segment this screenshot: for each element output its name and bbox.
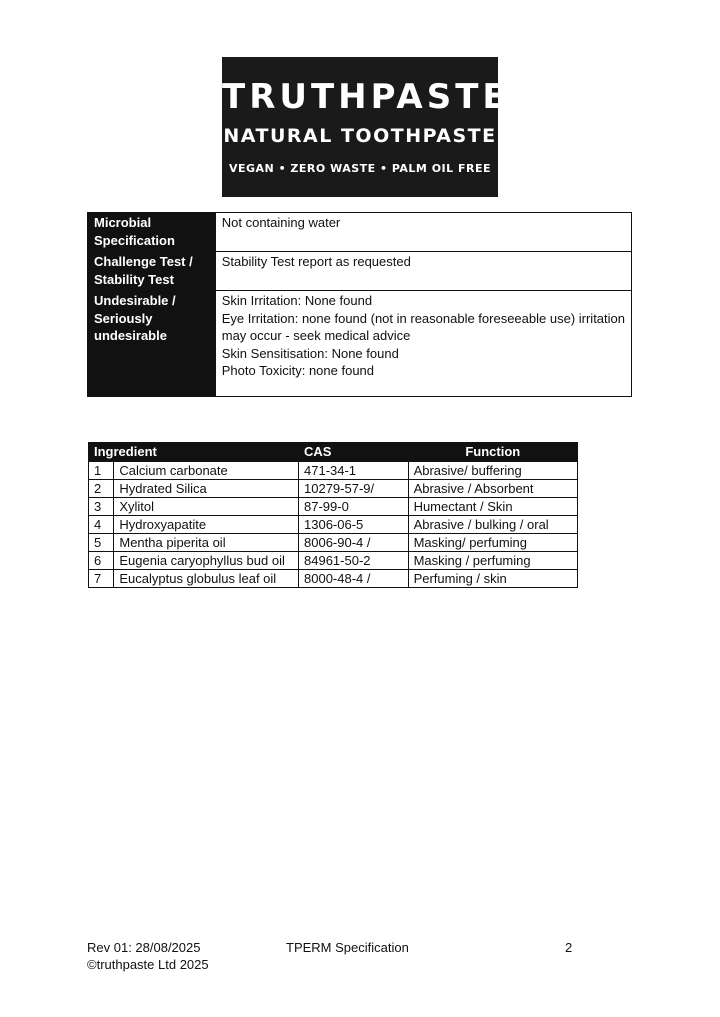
ingredient-cas: 10279-57-9/: [299, 480, 409, 498]
footer-page-number: 2: [565, 940, 573, 955]
ingredient-name: Calcium carbonate: [114, 462, 299, 480]
ingredient-name: Eucalyptus globulus leaf oil: [114, 570, 299, 588]
ingredient-number: 6: [89, 552, 114, 570]
ingredient-function: Humectant / Skin: [408, 498, 577, 516]
table-row: [89, 516, 578, 534]
ingredient-number: 4: [89, 516, 114, 534]
table-row: [89, 462, 578, 480]
ingredient-function: Masking / perfuming: [408, 552, 577, 570]
ingredient-function: Abrasive / Absorbent: [408, 480, 577, 498]
spec-label: Undesirable / Seriously undesirable: [88, 291, 216, 397]
ingredient-number: 3: [89, 498, 114, 516]
footer-copyright: ©truthpaste Ltd 2025: [87, 957, 209, 972]
ingredient-name: Xylitol: [114, 498, 299, 516]
ingredient-number: 1: [89, 462, 114, 480]
spec-row-undesirable: [88, 291, 632, 397]
ingredient-function: Perfuming / skin: [408, 570, 577, 588]
spec-value-line: Photo Toxicity: none found: [221, 363, 375, 378]
logo-claims: VEGAN • ZERO WASTE • PALM OIL FREE: [228, 162, 492, 175]
footer-left: [87, 939, 209, 973]
table-row: [89, 534, 578, 552]
spec-value-line: may occur - seek medical advice: [221, 328, 411, 343]
logo-brand-name: TRUTHPASTE: [222, 77, 510, 117]
logo-tagline: NATURAL TOOTHPASTE: [223, 125, 497, 147]
ingredient-name: Hydrated Silica: [114, 480, 299, 498]
ingredient-cas: 471-34-1: [299, 462, 409, 480]
ingredient-cas: 84961-50-2: [299, 552, 409, 570]
ingredient-cas: 8006-90-4 /: [299, 534, 409, 552]
ingredient-name: Mentha piperita oil: [114, 534, 299, 552]
specification-table: [87, 212, 632, 397]
header-cas: CAS: [299, 443, 409, 462]
spec-value-line: Skin Irritation: None found: [221, 293, 373, 308]
ingredient-function: Masking/ perfuming: [408, 534, 577, 552]
ingredient-cas: 87-99-0: [299, 498, 409, 516]
table-row: [89, 498, 578, 516]
spec-value: [215, 252, 631, 291]
spec-value-line: Stability Test report as requested: [221, 254, 411, 269]
header-ingredient: Ingredient: [89, 443, 299, 462]
table-row: [89, 552, 578, 570]
spec-value: [215, 291, 631, 397]
table-row: [89, 480, 578, 498]
spec-value-line: Not containing water: [221, 215, 341, 230]
ingredient-cas: 8000-48-4 /: [299, 570, 409, 588]
footer-revision: Rev 01: 28/08/2025: [87, 940, 201, 955]
ingredients-header-row: [89, 443, 578, 462]
header-function: Function: [408, 443, 577, 462]
ingredient-name: Eugenia caryophyllus bud oil: [114, 552, 299, 570]
spec-value-line: Skin Sensitisation: None found: [221, 345, 399, 361]
spec-label: Microbial Specification: [88, 213, 216, 252]
ingredient-number: 7: [89, 570, 114, 588]
spec-value: [215, 213, 631, 252]
spec-row-microbial: [88, 213, 632, 252]
ingredient-function: Abrasive/ buffering: [408, 462, 577, 480]
ingredient-number: 2: [89, 480, 114, 498]
footer-document-title: TPERM Specification: [286, 940, 409, 955]
ingredient-cas: 1306-06-5: [299, 516, 409, 534]
spec-value-line: Eye Irritation: none found (not in reasonable foreseeable use) irritation: [221, 310, 625, 326]
brand-logo: [222, 57, 510, 197]
ingredient-name: Hydroxyapatite: [114, 516, 299, 534]
ingredient-function: Abrasive / bulking / oral: [408, 516, 577, 534]
spec-row-stability: [88, 252, 632, 291]
ingredient-number: 5: [89, 534, 114, 552]
spec-label: Challenge Test / Stability Test: [88, 252, 216, 291]
table-row: [89, 570, 578, 588]
ingredients-table: [88, 442, 578, 588]
